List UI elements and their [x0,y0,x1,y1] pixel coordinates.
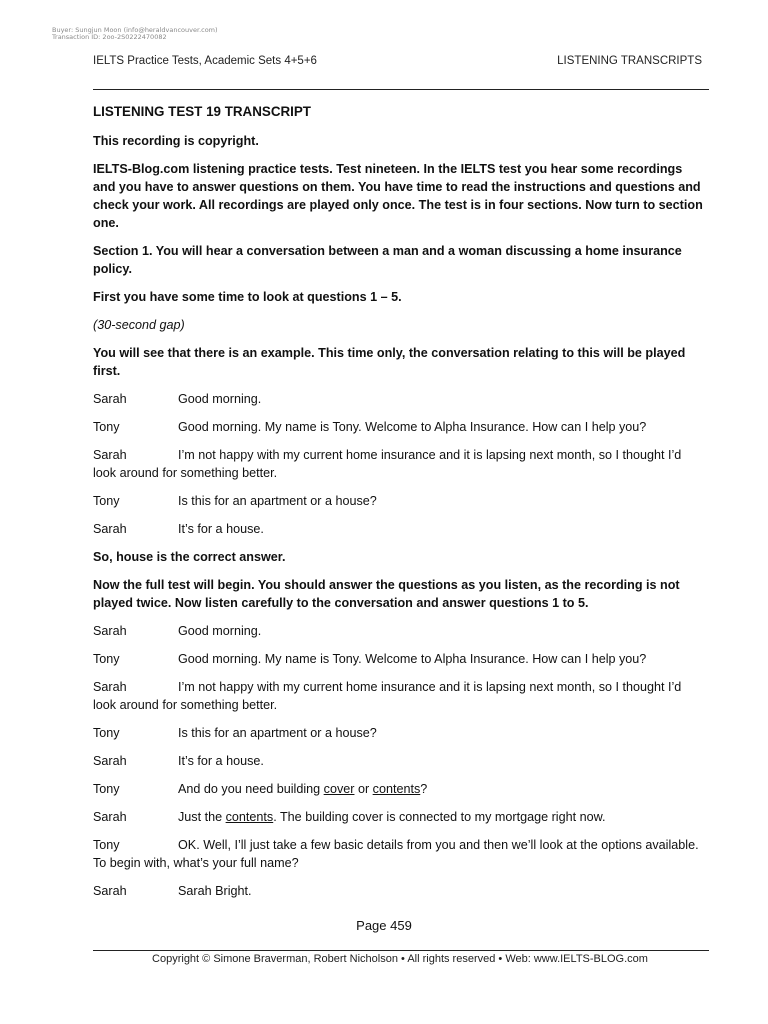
section-intro: Section 1. You will hear a conversation between a man and a woman discussing a home insurance policy. [93,244,682,276]
header-divider [93,89,709,90]
answer-keyword: cover [323,782,355,796]
dialogue-text-part: . The building cover is connected to my mortgage right now. [273,810,606,824]
dialogue-line [93,650,705,668]
speaker-name: Tony [93,838,120,852]
dialogue-text: OK. Well, I’ll just take a few basic details from you and then we’ll look at the options available. To begin with, what’s your full name? [93,838,699,870]
dialogue-line [93,678,705,714]
speaker-name: Tony [93,420,120,434]
gap-note: (30-second gap) [93,318,185,332]
dialogue-line [93,724,705,742]
dialogue-text: Good morning. [178,624,262,638]
dialogue-line [93,836,705,872]
copyright-notice: This recording is copyright. [93,134,259,148]
page-header [93,55,702,67]
example-intro: You will see that there is an example. This time only, the conversation relating to this will be played first. [93,346,686,378]
dialogue-text-part: And do you need building [178,782,324,796]
answer-keyword: contents [225,810,274,824]
dialogue-text: Good morning. My name is Tony. Welcome to Alpha Insurance. How can I help you? [178,652,647,666]
dialogue-text: Is this for an apartment or a house? [178,726,377,740]
dialogue-line [93,622,705,640]
dialogue-line [93,418,705,436]
speaker-name: Tony [93,652,120,666]
dialogue-text: Is this for an apartment or a house? [178,494,377,508]
intro-paragraph: IELTS-Blog.com listening practice tests. Test nineteen. In the IELTS test you hear some recordings and you have to answer questions on them. You have time to read the instructions and questions and check your work. All recordings are played only once. The test is in four sections. Now turn to section one. [93,162,703,230]
dialogue-line [93,882,705,900]
dialogue-text: Good morning. My name is Tony. Welcome to Alpha Insurance. How can I help you? [178,420,647,434]
dialogue-text-part: Just the [178,810,226,824]
speaker-name: Sarah [93,392,127,406]
footer-divider [93,950,709,951]
speaker-name: Sarah [93,522,127,536]
copyright-footer: Copyright © Simone Braverman, Robert Nicholson • All rights reserved • Web: www.IELTS-BLOG.com [152,953,648,965]
speaker-name: Sarah [93,810,127,824]
dialogue-line [93,752,705,770]
transcript-body [93,103,705,910]
header-section-title: LISTENING TRANSCRIPTS [557,55,702,67]
dialogue-text: I’m not happy with my current home insurance and it is lapsing next month, so I thought I’d look around for something better. [93,680,682,712]
watermark-buyer: Buyer: Sungjun Moon (info@heraldvancouver.com) [52,26,218,34]
answer-keyword: contents [372,782,421,796]
purchase-watermark [52,27,218,41]
speaker-name: Tony [93,494,120,508]
dialogue-text: I’m not happy with my current home insurance and it is lapsing next month, so I thought I’d look around for something better. [93,448,682,480]
dialogue-text: It’s for a house. [178,522,264,536]
speaker-name: Sarah [93,448,127,462]
dialogue-line [93,520,705,538]
speaker-name: Tony [93,782,120,796]
dialogue-text-part: ? [420,782,428,796]
dialogue-line [93,446,705,482]
dialogue-text: It’s for a house. [178,754,264,768]
dialogue-text-part: or [354,782,373,796]
dialogue-text: Good morning. [178,392,262,406]
watermark-transaction: Transaction ID: 2oo-2S0222470082 [52,33,167,41]
transcript-title: LISTENING TEST 19 TRANSCRIPT [93,104,311,119]
speaker-name: Sarah [93,754,127,768]
dialogue-line [93,390,705,408]
answer-note: So, house is the correct answer. [93,550,286,564]
page-number: Page 459 [356,918,412,933]
speaker-name: Sarah [93,884,127,898]
speaker-name: Sarah [93,624,127,638]
question-prep: First you have some time to look at questions 1 – 5. [93,290,402,304]
dialogue-line [93,808,705,826]
header-book-title: IELTS Practice Tests, Academic Sets 4+5+6 [93,55,317,67]
speaker-name: Sarah [93,680,127,694]
speaker-name: Tony [93,726,120,740]
dialogue-text: Sarah Bright. [178,884,252,898]
dialogue-line [93,492,705,510]
full-test-intro: Now the full test will begin. You should answer the questions as you listen, as the recording is not played twice. Now listen carefully to the conversation and answer questions 1 to 5. [93,578,680,610]
dialogue-line [93,780,705,798]
